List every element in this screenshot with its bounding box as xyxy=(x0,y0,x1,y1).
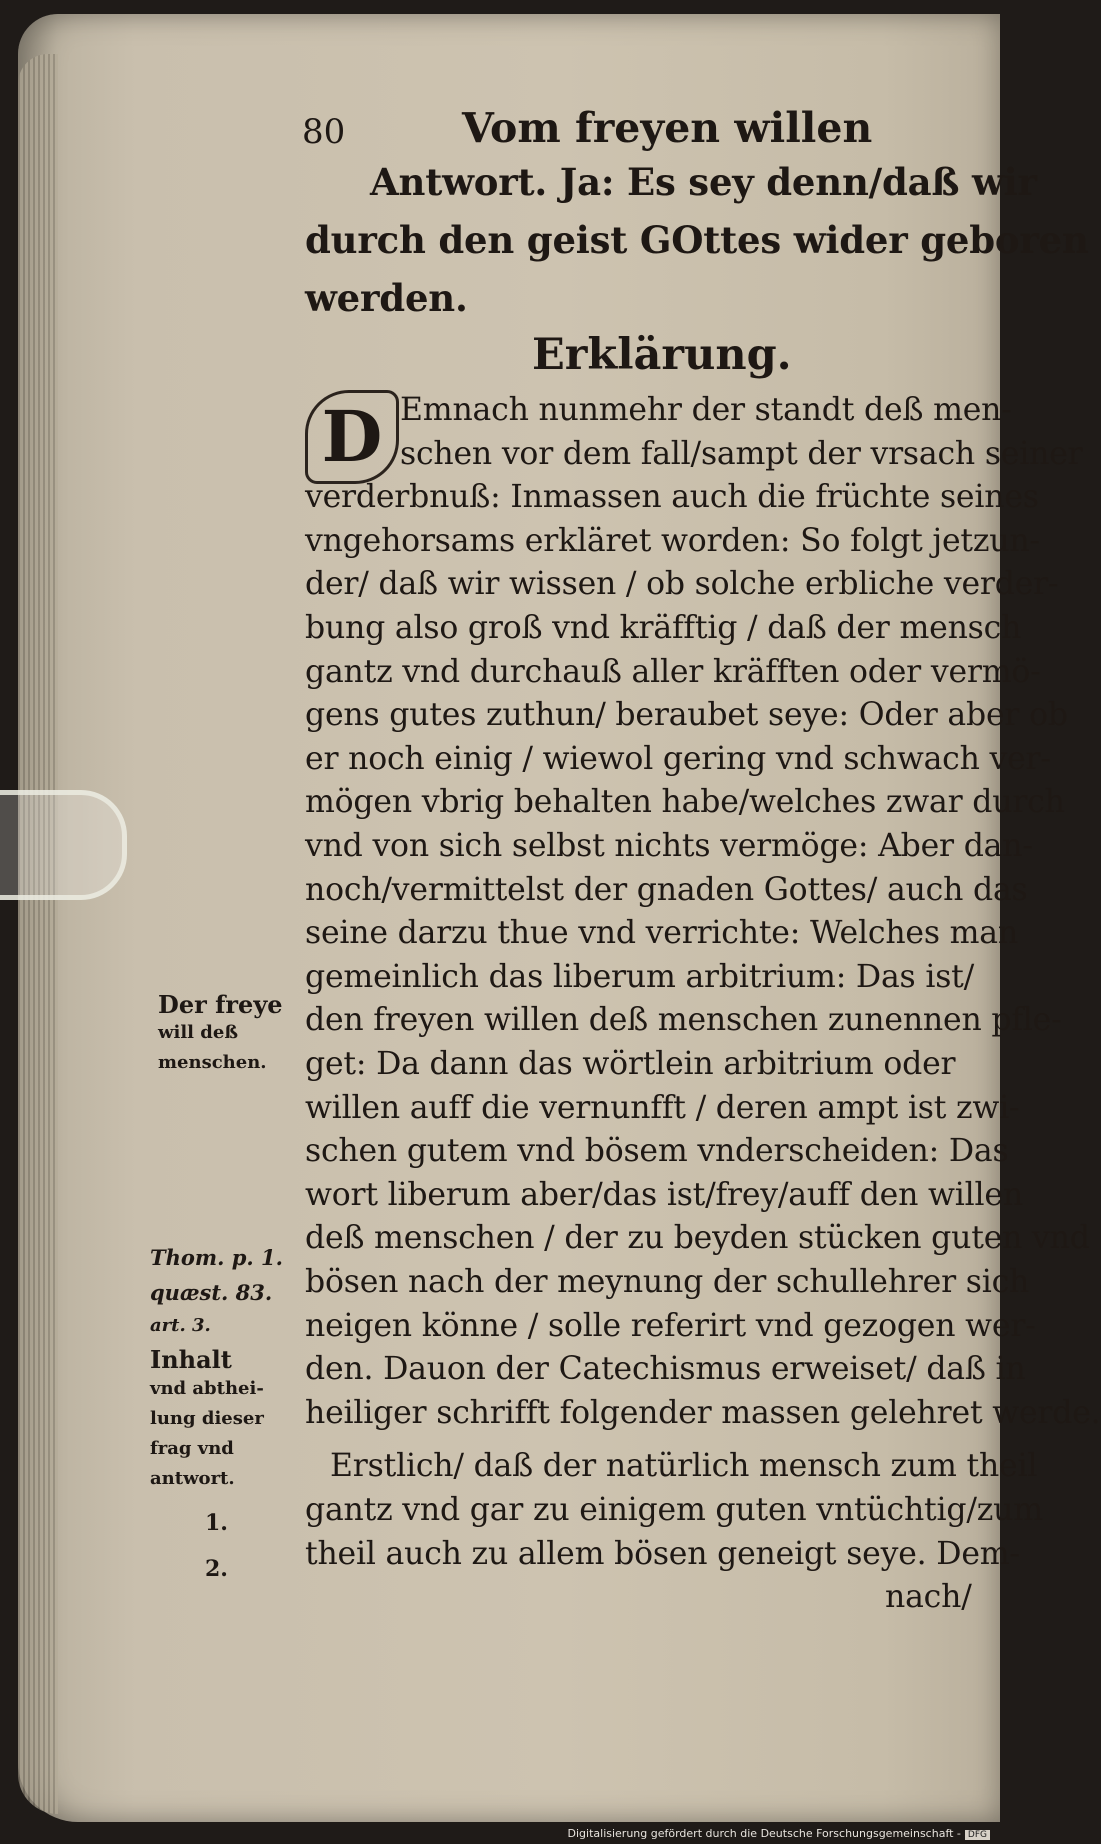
body-line: mögen vbrig behalten habe/welches zwar durch xyxy=(305,784,1065,821)
margin-note-free-will-2: will deß xyxy=(158,1022,238,1043)
answer-line-1: Antwort. Ja: Es sey denn/daß wir xyxy=(370,160,1037,204)
margin-note-thomas-3: art. 3. xyxy=(150,1315,211,1336)
margin-note-thomas-1: Thom. p. 1. xyxy=(150,1245,283,1270)
body-line: bung also groß vnd kräfftig / daß der mensch xyxy=(305,610,1022,646)
body-line: gantz vnd durchauß aller kräfften oder vermö- xyxy=(305,653,1041,690)
margin-note-content-1: Inhalt xyxy=(150,1345,232,1374)
body-line: den freyen willen deß menschen zunennen pfle- xyxy=(305,1002,1062,1039)
answer-line-2: durch den geist GOttes wider geboren xyxy=(305,218,1089,262)
body-line: Erstlich/ daß der natürlich mensch zum theil xyxy=(330,1448,1038,1485)
page-number: 80 xyxy=(302,112,346,152)
body-line: seine darzu thue vnd verrichte: Welches man xyxy=(305,915,1018,952)
margin-number-2: 2. xyxy=(205,1556,228,1582)
margin-note-content-4: frag vnd xyxy=(150,1438,234,1459)
body-line: der/ daß wir wissen / ob solche erbliche verder- xyxy=(305,566,1059,603)
body-line: gens gutes zuthun/ beraubet seye: Oder aber ob xyxy=(305,697,1068,734)
body-line: noch/vermittelst der gnaden Gottes/ auch das xyxy=(305,871,1028,908)
credit-text: Digitalisierung gefördert durch die Deutsche Forschungsgemeinschaft - xyxy=(567,1827,961,1840)
margin-note-free-will-3: menschen. xyxy=(158,1052,267,1073)
margin-note-thomas-2: quæst. 83. xyxy=(150,1280,273,1305)
body-line: get: Da dann das wörtlein arbitrium oder xyxy=(305,1046,956,1082)
margin-number-1: 1. xyxy=(205,1510,228,1536)
body-line: gemeinlich das liberum arbitrium: Das ist/ xyxy=(305,958,975,995)
body-line: Emnach nunmehr der standt deß men- xyxy=(400,392,1012,428)
page-edges xyxy=(18,54,58,1814)
body-line: er noch einig / wiewol gering vnd schwach ver- xyxy=(305,740,1051,777)
answer-line-3: werden. xyxy=(305,276,468,320)
body-line: vnd von sich selbst nichts vermöge: Aber dan- xyxy=(305,828,1033,864)
running-title: Vom freyen willen xyxy=(462,104,873,152)
body-line: deß menschen / der zu beyden stücken guten vnd xyxy=(305,1220,1090,1257)
dfg-logo: DFG xyxy=(965,1830,990,1840)
page-clip xyxy=(0,790,127,900)
body-line: willen auff die vernunfft / deren ampt ist zwi- xyxy=(305,1089,1020,1126)
body-line: nach/ xyxy=(885,1579,972,1616)
body-line: gantz vnd gar zu einigem guten vntüchtig/zum xyxy=(305,1492,1043,1528)
digitization-credit xyxy=(568,1827,990,1840)
body-line: den. Dauon der Catechismus erweiset/ daß in xyxy=(305,1351,1026,1388)
body-line: schen vor dem fall/sampt der vrsach seiner xyxy=(400,435,1083,472)
section-heading: Erklärung. xyxy=(532,330,792,380)
margin-note-content-3: lung dieser xyxy=(150,1408,264,1429)
margin-note-content-5: antwort. xyxy=(150,1468,235,1489)
margin-note-free-will-1: Der freye xyxy=(158,990,283,1019)
body-line: bösen nach der meynung der schullehrer sich xyxy=(305,1264,1030,1300)
drop-initial: D xyxy=(305,390,399,484)
body-line: heiliger schrifft folgender massen gelehret werde. xyxy=(305,1394,1101,1431)
body-line: schen gutem vnd bösem vnderscheiden: Das xyxy=(305,1133,1009,1170)
body-line: verderbnuß: Inmassen auch die früchte seines xyxy=(305,479,1039,516)
margin-note-content-2: vnd abthei- xyxy=(150,1378,264,1399)
body-line: neigen könne / solle referirt vnd gezogen wer- xyxy=(305,1307,1036,1344)
body-line: theil auch zu allem bösen geneigt seye. Dem- xyxy=(305,1535,1020,1572)
body-line: vngehorsams erkläret worden: So folgt jetzun- xyxy=(305,522,1040,559)
body-line: wort liberum aber/das ist/frey/auff den willen xyxy=(305,1176,1023,1213)
